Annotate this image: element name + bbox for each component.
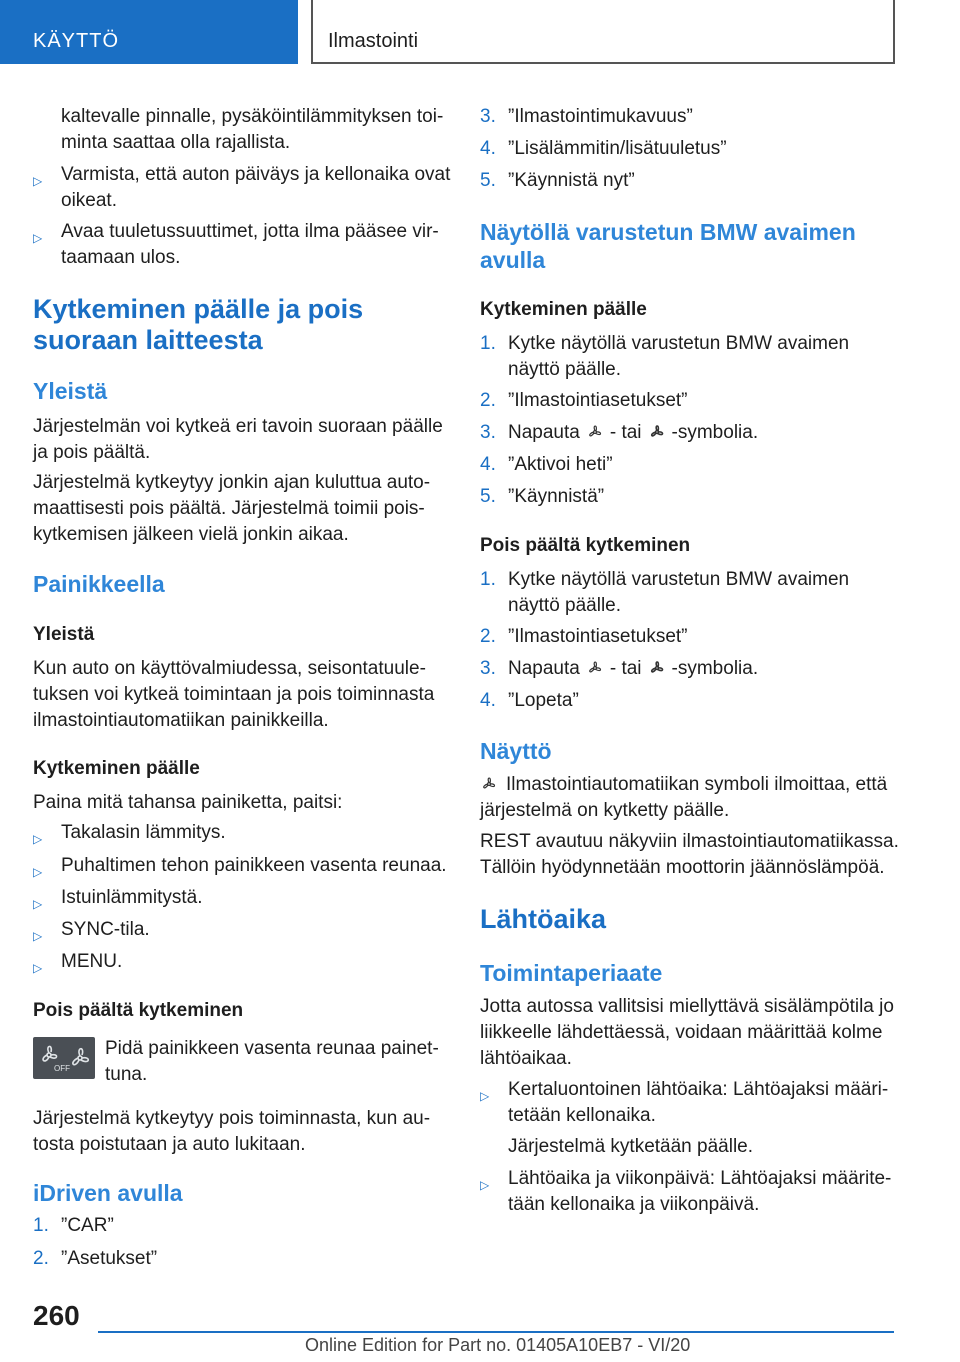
subheading-general: Yleistä [33, 624, 95, 645]
triangle-bullet-icon: ▷ [33, 897, 43, 911]
footer-divider [98, 1331, 894, 1333]
triangle-bullet-icon: ▷ [33, 832, 43, 846]
heading-bmw-key: Näytöllä varustetun BMW avaimen avulla [480, 219, 856, 273]
fan-rest-icon [648, 423, 666, 441]
chapter-title: Ilmastointi [328, 30, 419, 52]
triangle-bullet-icon: ▷ [33, 961, 43, 975]
continued-paragraph: kaltevalle pinnalle, pysäköintilämmityksen toi- minta saattaa olla rajallista. [61, 106, 444, 153]
triangle-bullet-icon: ▷ [33, 231, 43, 245]
paragraph-general-2: Järjestelmä kytkeytyy jonkin ajan kuluttua auto- maattisesti pois päältä. Järjestelmä toimii pois- kytkemisen jälkeen vielä jonkin aikaa. [33, 472, 431, 545]
footer-edition: Online Edition for Part no. 01405A10EB7 - VI/20 [305, 1335, 691, 1355]
subheading-switch-on: Kytkeminen päälle [480, 299, 647, 320]
heading-principle: Toimintaperiaate [480, 960, 663, 986]
paragraph-general-1: Järjestelmän voi kytkeä eri tavoin suoraan päälle ja pois päältä. [33, 416, 443, 463]
page-number: 260 [33, 1300, 80, 1331]
triangle-bullet-icon: ▷ [33, 929, 43, 943]
section-label: KÄYTTÖ [33, 30, 120, 52]
paragraph-button-general: Kun auto on käyttövalmiudessa, seisontatuule- tuksen voi kytkeä toimintaan ja pois toiminnasta ilmastointiautomatiikan painikkeilla. [33, 658, 435, 731]
paragraph-display-2: REST avautuu näkyviin ilmastointiautomatiikassa. Tällöin hyödynnetään moottorin jäännöslämpöä. [480, 831, 899, 878]
heading-idrive: iDriven avulla [33, 1180, 183, 1206]
fan-off-button-image [33, 1037, 95, 1079]
paragraph-one-time-sub: Järjestelmä kytketään päälle. [508, 1136, 754, 1157]
triangle-bullet-icon: ▷ [33, 865, 43, 879]
subheading-switch-off: Pois päältä kytkeminen [480, 535, 691, 556]
heading-display: Näyttö [480, 738, 552, 764]
paragraph-press-any: Paina mitä tahansa painiketta, paitsi: [33, 792, 343, 813]
fan-rest-icon [648, 659, 666, 677]
chapter-title-box [311, 0, 895, 64]
subheading-switch-on: Kytkeminen päälle [33, 758, 200, 779]
triangle-bullet-icon: ▷ [480, 1178, 490, 1192]
paragraph-display-1: Ilmastointiautomatiikan symboli ilmoittaa, että järjestelmä on kytketty päälle. [480, 774, 888, 821]
paragraph-hold-button: Pidä painikkeen vasenta reunaa painet- tuna. [105, 1038, 439, 1085]
triangle-bullet-icon: ▷ [480, 1089, 490, 1103]
heading-direct-switch: Kytkeminen päälle ja pois suoraan laitteesta [33, 294, 364, 355]
svg-text:OFF: OFF [54, 1064, 70, 1073]
fan-icon [586, 423, 604, 441]
triangle-bullet-icon: ▷ [33, 174, 43, 188]
heading-general: Yleistä [33, 378, 108, 404]
section-tab [0, 0, 298, 64]
fan-icon [33, 1037, 95, 1079]
heading-by-button: Painikkeella [33, 571, 165, 597]
subheading-switch-off: Pois päältä kytkeminen [33, 1000, 244, 1021]
fan-icon [586, 659, 604, 677]
heading-departure-time: Lähtöaika [480, 904, 607, 934]
fan-icon [480, 775, 498, 793]
paragraph-principle: Jotta autossa vallitsisi miellyttävä sisälämpötila jo liikkeelle lähdettäessä, voidaan määrittää kolme lähtöaikaa. [480, 996, 894, 1069]
paragraph-auto-off: Järjestelmä kytkeytyy pois toiminnasta, kun au- tosta poistutaan ja auto lukitaan. [33, 1108, 431, 1155]
